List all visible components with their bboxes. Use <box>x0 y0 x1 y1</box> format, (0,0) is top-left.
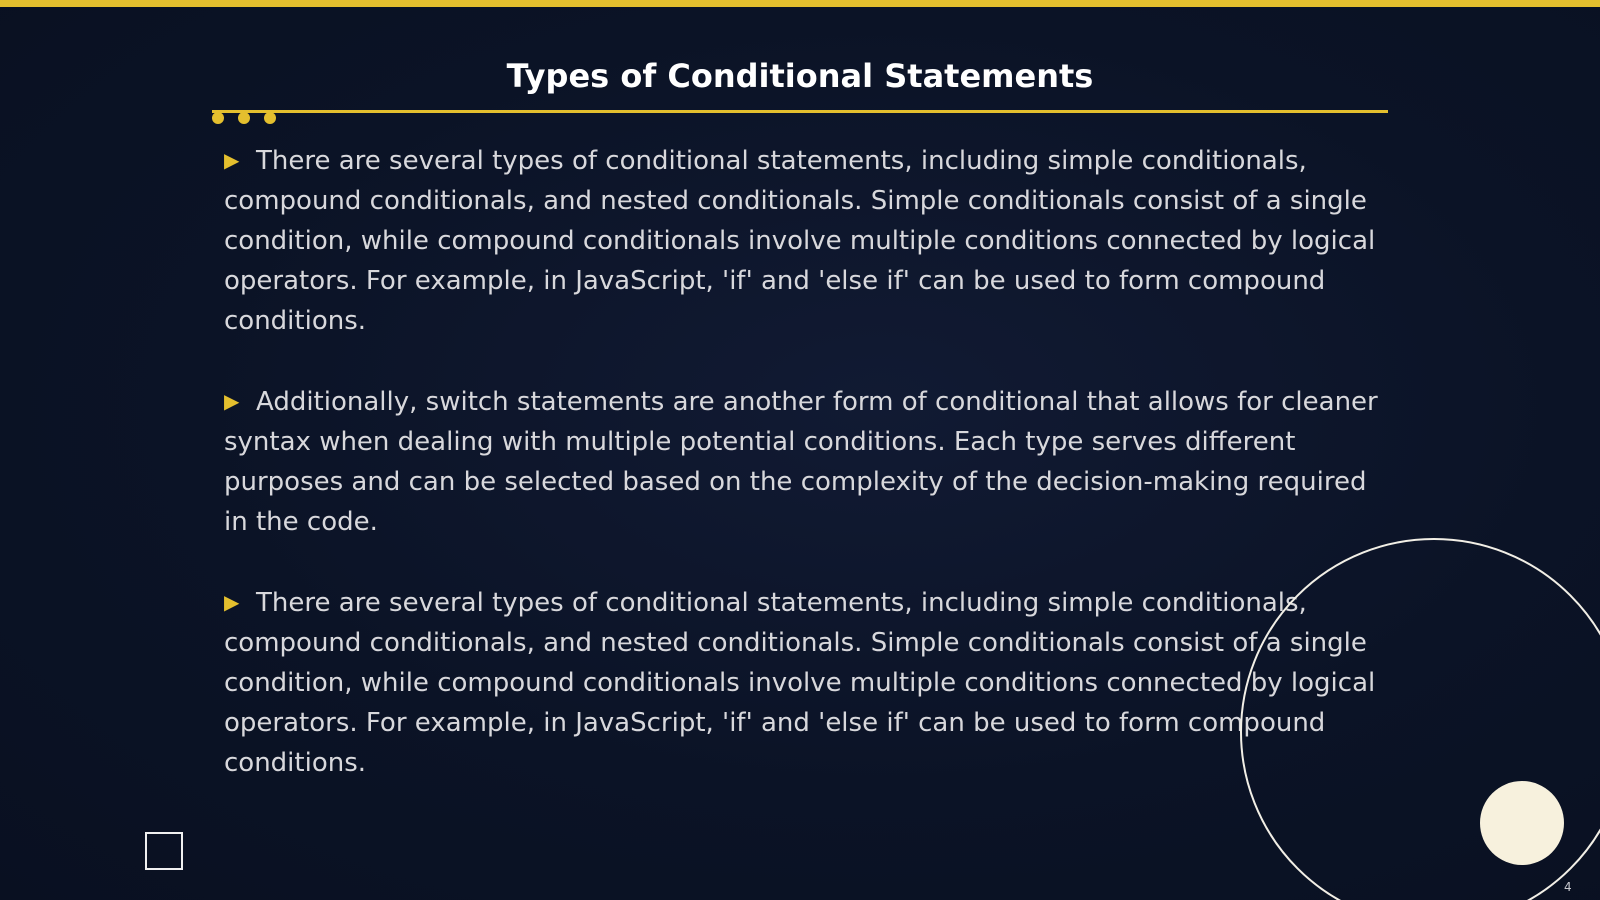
slide-title: Types of Conditional Statements <box>506 57 1094 95</box>
filled-circle-icon <box>1480 781 1564 865</box>
triangle-bullet-icon: ▶ <box>224 389 240 413</box>
paragraph-text: There are several types of conditional statements, including simple conditionals, compound conditionals, and nested conditionals. Simple conditionals consist of a single condition, while compound conditionals involve multiple conditions connected by logical operators. For example, in JavaScript, 'if' and 'else if' can be used to form compound conditions. <box>224 146 1376 336</box>
triangle-bullet-icon: ▶ <box>224 590 240 614</box>
page-number: 4 <box>1564 880 1572 894</box>
paragraph-text: There are several types of conditional statements, including simple conditionals, compound conditionals, and nested conditionals. Simple conditionals consist of a single condition, while compound conditionals involve multiple conditions connected by logical operators. For example, in JavaScript, 'if' and 'else if' can be used to form compound conditions. <box>224 588 1376 778</box>
triangle-bullet-icon: ▶ <box>224 148 240 172</box>
slide-body <box>224 140 1396 783</box>
accent-dot-icon <box>212 112 224 124</box>
accent-dot-icon <box>238 112 250 124</box>
bullet-paragraph <box>224 582 1396 783</box>
bullet-paragraph <box>224 140 1396 341</box>
title-underline <box>212 110 1388 113</box>
accent-dot-icon <box>264 112 276 124</box>
square-outline-icon <box>145 832 183 870</box>
top-accent-bar <box>0 0 1600 7</box>
paragraph-text: Additionally, switch statements are another form of conditional that allows for cleaner syntax when dealing with multiple potential conditions. Each type serves different purposes and can be selected based on the complexity of the decision-making required in the code. <box>224 387 1378 537</box>
bullet-paragraph <box>224 381 1396 542</box>
